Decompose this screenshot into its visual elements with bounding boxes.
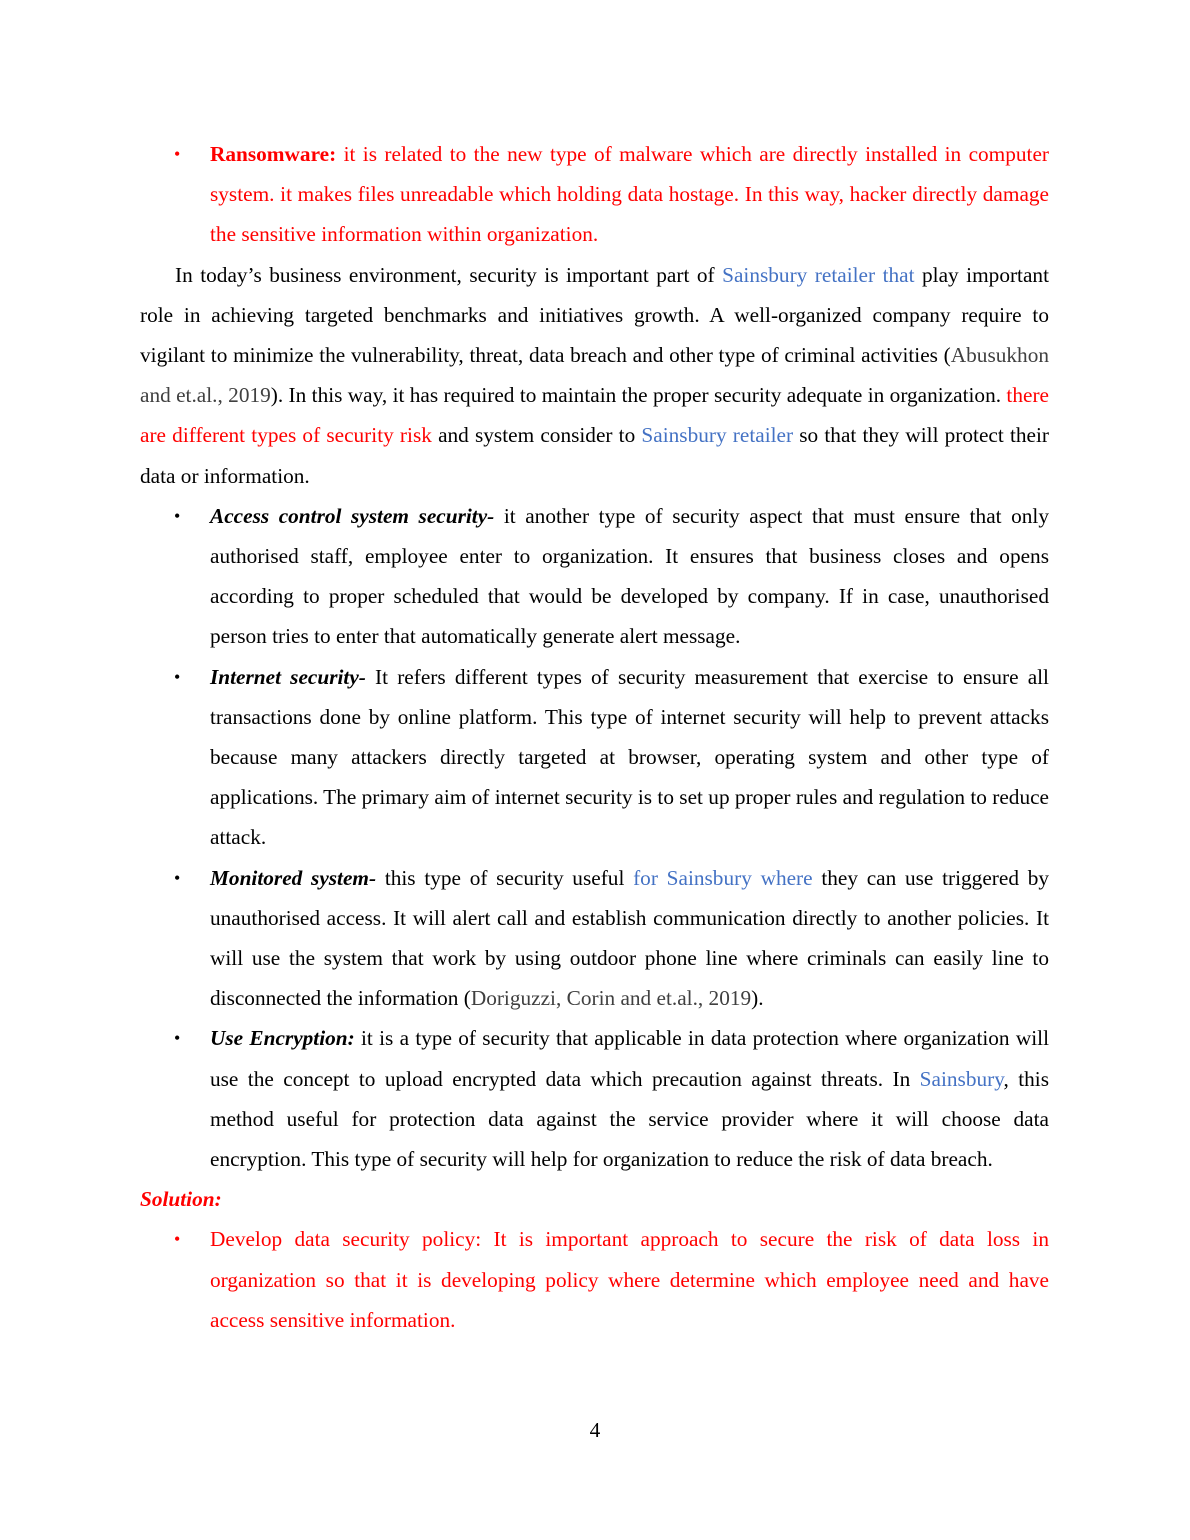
- solution-heading: Solution:: [140, 1187, 222, 1212]
- intro-highlight-sainsbury-1: Sainsbury retailer that: [722, 262, 915, 287]
- bullet-icon: •: [174, 666, 181, 687]
- intro-text-5: so that they will protect their data or information.: [140, 423, 1049, 488]
- bullet-internet-security: [140, 657, 1049, 858]
- page-body: [140, 134, 1049, 1340]
- intro-paragraph: [140, 255, 1049, 496]
- bullet-solution-policy: [140, 1219, 1049, 1340]
- solution-item-text: Develop data security policy: It is important approach to secure the risk of data loss in organization so that it is developing policy where determine which employee need and have access sensitive information.: [210, 1227, 1049, 1332]
- bullet-monitored-system: [140, 858, 1049, 1019]
- intro-citation: Abusukhon and et.al., 2019: [140, 343, 1049, 408]
- encryption-text-1: it is a type of security that applicable in data protection where organization will use the concept to upload encrypted data which precaution against threats. In: [210, 1026, 1049, 1091]
- intro-highlight-risk: there are different types of security risk: [140, 383, 1049, 448]
- bullet-ransomware: [140, 134, 1049, 255]
- monitored-highlight-sainsbury: for Sainsbury where: [633, 865, 813, 890]
- bullet-icon: •: [174, 144, 181, 164]
- encryption-term: Use Encryption:: [210, 1026, 355, 1051]
- monitored-text-1: this type of security useful: [376, 865, 634, 890]
- access-term: Access control system security-: [210, 503, 495, 528]
- encryption-highlight-sainsbury: Sainsbury: [919, 1066, 1004, 1091]
- page-number: 4: [589, 1418, 601, 1442]
- monitored-text-3: ).: [751, 986, 764, 1011]
- intro-text-2: play important role in achieving targeted benchmarks and initiatives growth. A well-organized company require to vigilant to minimize the vulnerability, threat, data breach and other type of criminal activities (: [140, 262, 1049, 368]
- internet-text: It refers different types of security measurement that exercise to ensure all transactions done by online platform. This type of internet security will help to prevent attacks because many attackers directly targeted at browser, operating system and other type of applications. The primary aim of internet security is to set up proper rules and regulation to reduce attack.: [210, 664, 1049, 850]
- bullet-icon: •: [174, 1229, 181, 1250]
- intro-text-1: In today’s business environment, security is important part of: [175, 262, 723, 287]
- bullet-use-encryption: [140, 1018, 1049, 1179]
- bullet-icon: •: [174, 867, 181, 888]
- monitored-citation: Doriguzzi, Corin and et.al., 2019: [470, 986, 752, 1011]
- monitored-term: Monitored system-: [210, 865, 377, 890]
- internet-term: Internet security-: [210, 664, 366, 689]
- intro-text-4: and system consider to: [431, 423, 642, 448]
- bullet-access-control: [140, 496, 1049, 657]
- intro-highlight-sainsbury-2: Sainsbury retailer: [641, 423, 794, 448]
- ransomware-term: Ransomware:: [210, 142, 337, 166]
- ransomware-text: it is related to the new type of malware which are directly installed in computer system. it makes files unreadable which holding data hostage. In this way, hacker directly damage the sensitive information within organization.: [210, 142, 1049, 247]
- encryption-text-2: , this method useful for protection data against the service provider where it will choose data encryption. This type of security will help for organization to reduce the risk of data breach.: [210, 1066, 1049, 1172]
- intro-text-3: ). In this way, it has required to maintain the proper security adequate in organization.: [270, 383, 1007, 408]
- access-text: it another type of security aspect that must ensure that only authorised staff, employee enter to organization. It ensures that business closes and opens according to proper scheduled that would be developed by company. If in case, unauthorised person tries to enter that automatically generate alert message.: [210, 503, 1050, 649]
- monitored-text-2: they can use triggered by unauthorised access. It will alert call and establish communication directly to another policies. It will use the system that work by using outdoor phone line where criminals can easily line to disconnected the information (: [210, 865, 1049, 1011]
- bullet-icon: •: [174, 505, 181, 526]
- bullet-icon: •: [174, 1028, 181, 1049]
